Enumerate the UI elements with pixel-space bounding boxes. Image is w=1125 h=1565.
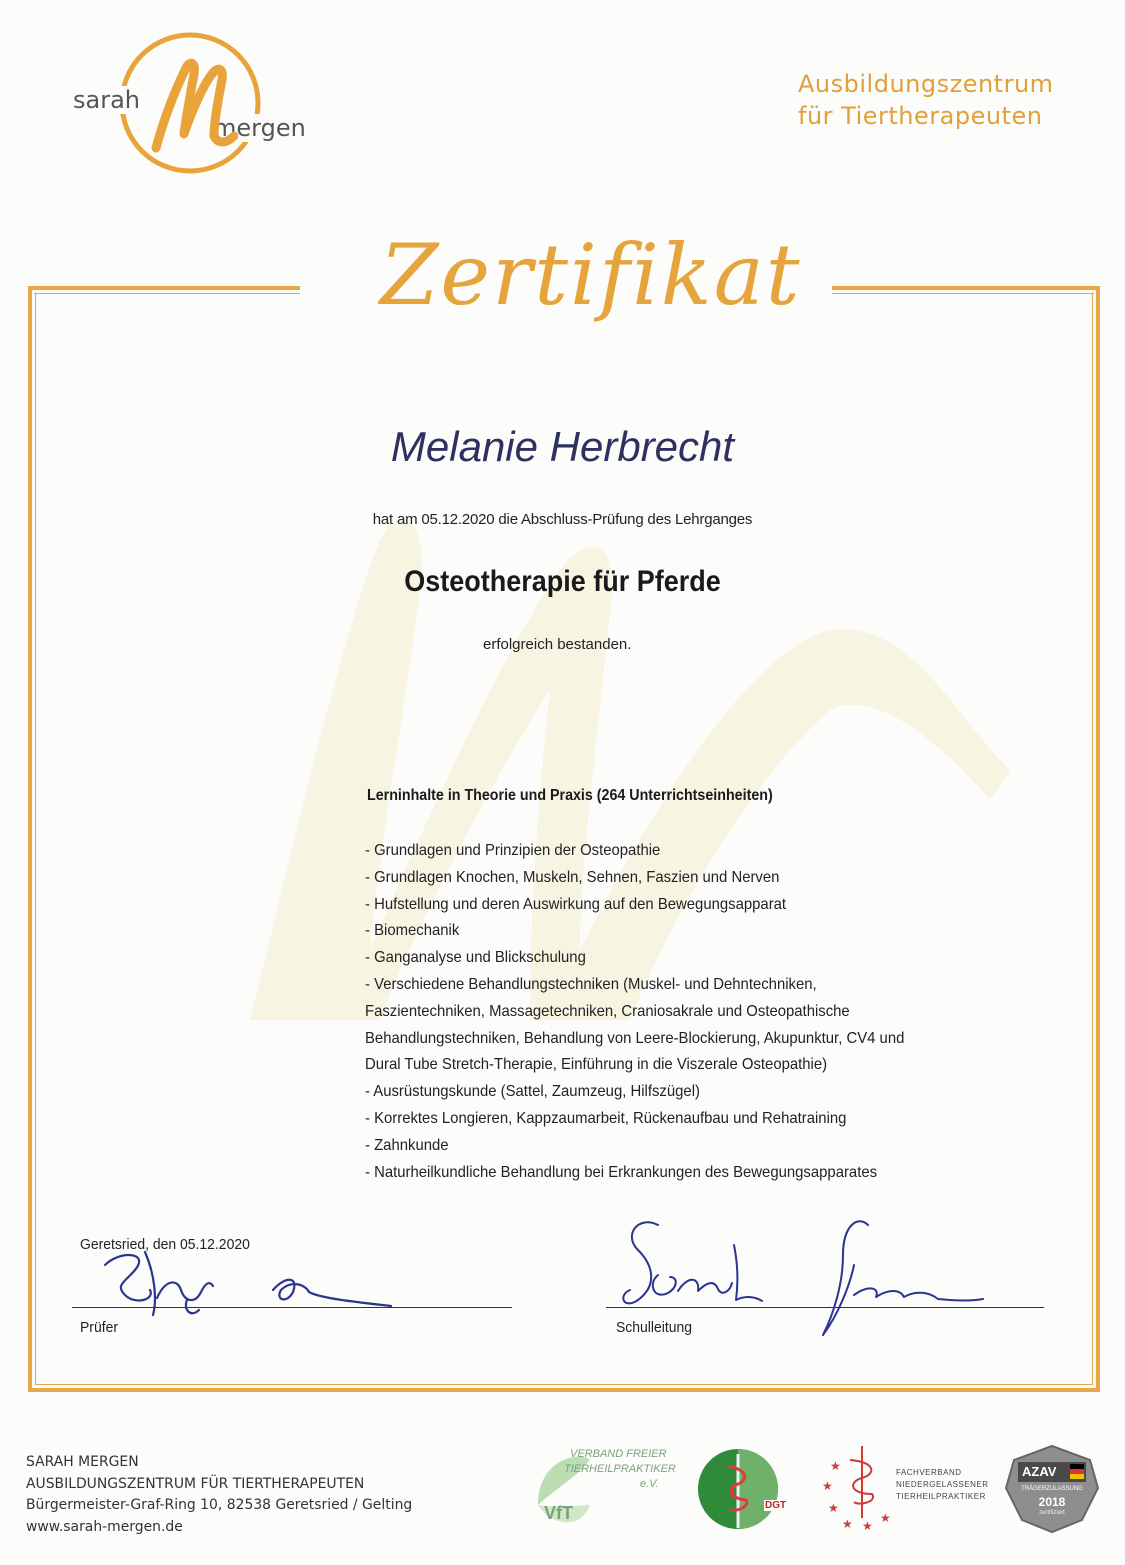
svg-text:★: ★ — [830, 1459, 841, 1473]
dgt-seal — [698, 1442, 792, 1536]
header-line-1: Ausbildungszentrum — [798, 70, 1054, 98]
content-line: - Biomechanik — [365, 922, 460, 940]
content-line: - Verschiedene Behandlungstechniken (Muskel- und Dehntechniken, — [365, 975, 817, 993]
examiner-signature — [95, 1240, 415, 1330]
frame-top-left — [28, 286, 300, 290]
azav-sub: TRÄGERZULASSUNG — [1021, 1486, 1083, 1492]
frame-top-left-inner — [34, 293, 300, 294]
logo-m-mark — [148, 48, 238, 158]
content-line: - Korrektes Longieren, Kappzaumarbeit, Rückenaufbau und Rehatraining — [365, 1109, 847, 1127]
recipient-name: Melanie Herbrecht — [390, 423, 735, 470]
header-line-2: für Tiertherapeuten — [798, 102, 1043, 130]
svg-text:★: ★ — [880, 1511, 891, 1525]
fachverband-line-1: FACHVERBAND — [896, 1468, 962, 1477]
footer-address — [26, 1452, 412, 1538]
azav-note: zertifiziert — [1039, 1510, 1065, 1516]
content-line: - Zahnkunde — [365, 1136, 449, 1154]
svg-text:★: ★ — [842, 1517, 853, 1531]
footer-line: AUSBILDUNGSZENTRUM FÜR TIERTHERAPEUTEN — [26, 1475, 365, 1492]
vft-line-2: TIERHEILPRAKTIKER — [564, 1463, 676, 1475]
content-line: - Ganganalyse und Blickschulung — [365, 949, 586, 967]
footer-line: Bürgermeister-Graf-Ring 10, 82538 Geretsried / Gelting — [26, 1497, 413, 1513]
content-line: - Naturheilkundliche Behandlung bei Erkrankungen des Bewegungsapparates — [365, 1163, 878, 1181]
course-title: Osteotherapie für Pferde — [404, 565, 721, 598]
frame-top-right-inner — [832, 293, 1094, 294]
footer-line: www.sarah-mergen.de — [26, 1518, 183, 1535]
footer-line: SARAH MERGEN — [26, 1454, 139, 1470]
frame-bottom — [28, 1388, 1100, 1392]
logo-word-right: mergen — [210, 114, 309, 142]
vft-line-3: e.V. — [640, 1478, 659, 1490]
svg-text:★: ★ — [828, 1501, 839, 1515]
dgt-mark: DGT — [765, 1500, 787, 1511]
vft-mark: VfT — [544, 1503, 573, 1523]
vft-seal — [530, 1445, 676, 1535]
exam-statement: hat am 05.12.2020 die Abschluss-Prüfung des Lehrganges — [372, 511, 753, 528]
azav-seal — [1002, 1444, 1102, 1534]
fachverband-line-2: NIEDERGELASSENER — [896, 1480, 989, 1489]
content-line: - Ausrüstungskunde (Sattel, Zaumzeug, Hilfszügel) — [365, 1083, 700, 1101]
management-signature — [618, 1205, 988, 1355]
content-heading: Lerninhalte in Theorie und Praxis (264 Unterrichtseinheiten) — [367, 787, 773, 804]
content-line: Behandlungstechniken, Behandlung von Leere-Blockierung, Akupunktur, CV4 und — [365, 1029, 905, 1047]
svg-text:★: ★ — [862, 1519, 873, 1532]
examiner-label: Prüfer — [80, 1319, 118, 1336]
fachverband-seal — [820, 1440, 989, 1532]
vft-line-1: VERBAND FREIER — [570, 1448, 667, 1460]
content-line: Dural Tube Stretch-Therapie, Einführung in die Viszerale Osteopathie) — [365, 1056, 828, 1074]
azav-label: AZAV — [1022, 1464, 1057, 1479]
certificate-title: Zertifikat — [380, 226, 802, 324]
place-date: Geretsried, den 05.12.2020 — [80, 1236, 250, 1253]
frame-top-right — [832, 286, 1100, 290]
dgt-caduceus-icon — [698, 1442, 792, 1536]
result-statement: erfolgreich bestanden. — [483, 636, 632, 653]
svg-text:★: ★ — [822, 1479, 833, 1493]
azav-year: 2018 — [1038, 1495, 1066, 1509]
fachverband-line-3: TIERHEILPRAKTIKER — [896, 1492, 986, 1501]
brand-logo — [70, 28, 310, 178]
content-line: Faszientechniken, Massagetechniken, Craniosakrale und Osteopathische — [365, 1002, 850, 1020]
fachverband-caduceus-icon — [820, 1440, 900, 1532]
frame-bottom-inner — [35, 1384, 1093, 1385]
management-label: Schulleitung — [616, 1319, 693, 1336]
content-line: - Grundlagen Knochen, Muskeln, Sehnen, Faszien und Nerven — [365, 868, 780, 886]
content-line: - Hufstellung und deren Auswirkung auf den Bewegungsapparat — [365, 895, 787, 913]
content-list — [365, 838, 942, 1186]
logo-word-left: sarah — [70, 86, 143, 114]
content-line: - Grundlagen und Prinzipien der Osteopathie — [365, 842, 661, 859]
